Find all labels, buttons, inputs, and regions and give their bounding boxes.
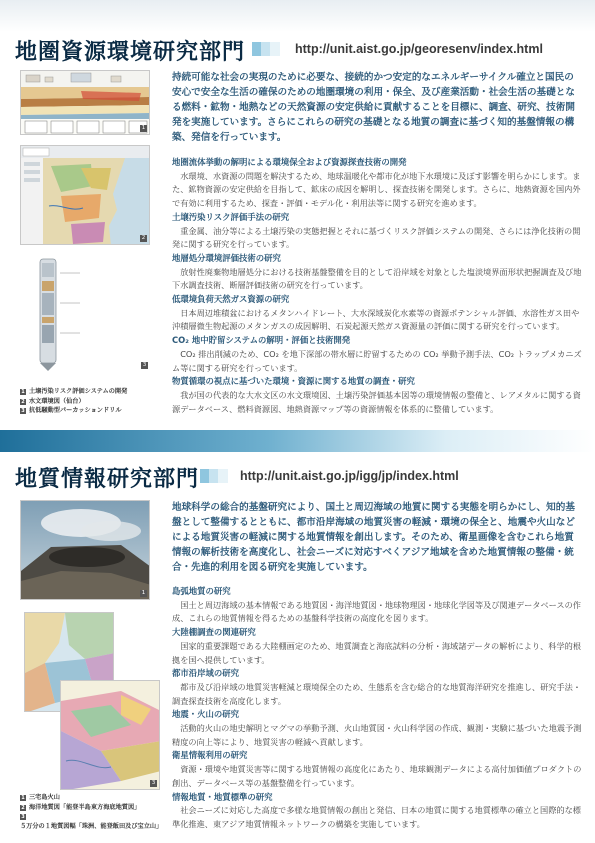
topic-text: 水環境、水資源の問題を解決するため、地球温暖化や都市化が地下水環境に及ぼす影響を明らかにします。また、鉱物資源の安定供給を目指して、鉱床の成因を解明し、探査技術を開発します。さらに、地熱資源を国内外で有効に利用するため、探査・評価・モデル化・利用法等に関する研究を進めます。 xyxy=(172,170,581,209)
section-divider-band xyxy=(0,430,595,452)
topic-heading: 大陸棚調査の関連研究 xyxy=(172,627,256,638)
topic-heading: 地震・火山の研究 xyxy=(172,709,239,720)
section1-title-deco-icon xyxy=(252,42,280,56)
caption-item: 1 三宅島火山 xyxy=(21,794,60,801)
caption-item: 2 海洋地質図「能登半島東方海底地質図」 xyxy=(21,803,141,811)
topic-heading: 物質循環の視点に基づいた環境・資源に関する地質の調査・研究 xyxy=(172,376,415,387)
topic-text: 国土と周辺海域の基本情報である地質図・海洋地質図・地球物理図・地球化学図等及び関連データベースの作成、これらの地質情報を得るための基盤科学技術の高度化を図ります。 xyxy=(172,599,581,624)
section1-lead: 持続可能な社会の実現のために必要な、接続的かつ安定的なエネルギーサイクル確立と国民の安心で安全な生活の確保のための地圏環境の利用・保全、及び産業活動・社会生活の基礎となる燃料・鉱物・地熱などの天然資源の安定供給に貢献することを目標に、調査、研究、技術開発を実施しています。さらにこれらの研究の基礎となる地質の調査に基づく知的基盤情報の構築、発信を行っています。 xyxy=(172,72,575,143)
section2-title: 地質情報研究部門 xyxy=(15,467,200,492)
topic-heading: 地層処分環境評価技術の研究 xyxy=(172,252,281,263)
figure-soil-risk-system xyxy=(20,70,150,135)
topic-text: 日本周辺堆積盆におけるメタンハイドレート、大水深域炭化水素等の資源ポテンシャル評価、水溶性ガス田や沖積層微生物起源のメタンガスの成因解明、石炭起源天然ガス資源量の評価に関する研究を行っています。 xyxy=(172,307,580,332)
volcano-photo xyxy=(21,501,150,600)
section2-title-deco-icon xyxy=(200,469,228,483)
topic-heading: 土壌汚染リスク評価手法の研究 xyxy=(172,211,290,222)
soil-cross-section-diagram xyxy=(21,71,150,135)
figure-percussion-drill xyxy=(20,253,150,371)
section1-url[interactable]: http://unit.aist.go.jp/georesenv/index.html xyxy=(295,42,543,56)
caption-item: 3 抗低騒動型パーカッションドリル xyxy=(21,407,122,414)
topic-text: 重金属、油分等による土壌汚染の実態把握とそれに基づくリスク評価システムの開発、さらには浄化技術の開発に関する研究を行っています。 xyxy=(172,225,581,250)
caption-item: 1 土壌汚染リスク評価システムの開発 xyxy=(21,388,128,395)
topic-heading: 都市沿岸域の研究 xyxy=(172,668,239,679)
topic-text: 社会ニーズに対応した高度で多様な地質情報の創出と発信、日本の地質に関する地質標準の確立と国際的な標準化推進、東アジア地質情報ネットワークの構築を実施しています。 xyxy=(172,805,581,829)
percussion-drill-illustration xyxy=(20,253,150,371)
section1-topics xyxy=(172,156,582,416)
topic-text: 我が国の代表的な大水文区の水文環境図、土壌汚染評価基本図等の環境情報の整備と、レアメタルに関する資源データベース、燃料資源図、地熱資源マップ等の資源情報を体系的に整備しています。 xyxy=(172,389,581,414)
top-banner xyxy=(0,0,595,32)
topic-text: CO₂ 排出削減のため、CO₂ を地下深部の帯水層に貯留するための CO₂ 挙動予測手法、CO₂ トラップメカニズム等に関する研究を行っています。 xyxy=(172,348,582,373)
hydro-environment-map xyxy=(21,146,150,245)
topic-text: 放射性廃棄物地層処分における技術基盤整備を目的として沿岸域を対象とした塩淡境界面形状把握調査及び地下水調査技術、断層評価技術の研究を行っています。 xyxy=(172,266,582,291)
section2-captions xyxy=(20,793,170,831)
topic-text: 国家的重要課題である大陸棚画定のため、地質調査と海底試料の分析・海域諸データの解析により、科学的根拠を国へ提供しています。 xyxy=(172,640,582,665)
figure-hydro-map-sendai xyxy=(20,145,150,245)
figure-number: 1 xyxy=(141,590,146,596)
topic-text: 活動的火山の地史解明とマグマの挙動予測、火山地質図・火山科学図の作成、観測・実験に基づいた地震予測精度の向上等により、地質災害の軽減へ貢献します。 xyxy=(172,723,582,747)
section2-url[interactable]: http://unit.aist.go.jp/igg/jp/index.html xyxy=(240,469,459,483)
figure-number: 3 xyxy=(142,362,147,368)
topic-heading: 地圏流体挙動の解明による環境保全および資源探査技術の開発 xyxy=(172,157,407,167)
topic-heading: 衛星情報利用の研究 xyxy=(172,750,248,761)
figure-number: 1 xyxy=(141,125,146,131)
topic-text: 資源・環境や地質災害等に関する地質情報の高度化にあたり、地球観測データによる高付加価値プロダクトの創出、データベース等の基盤整備を行っています。 xyxy=(172,764,582,788)
section2-lead: 地球科学の総合的基盤研究により、国土と周辺海域の地質に関する実態を明らかにし、知的基盤として整備するとともに、都市沿岸海域の地質災害の軽減・環境の保全と、地震や火山などによる地質災害の軽減に関する地質情報を創出します。そのため、衛星画像を含むこれら地質情報の解析技術を高度化し、社会ニーズに対応すべくアジア地域を含めた地質情報の整備・統合・先進的利用を図る研究を実施しています。 xyxy=(172,502,575,573)
figure-number: 3 xyxy=(151,780,156,786)
caption-item: 3５万分の１地質図幅「珠洲、能登飯田及び宝立山」 xyxy=(20,814,163,830)
caption-item: 2 水文環境図（仙台） xyxy=(21,397,85,405)
topic-text: 都市及び沿岸域の地質災害軽減と環境保全のため、生態系を含む総合的な地質海洋研究を推進し、研究手法・調査探査技術を高度化します。 xyxy=(172,681,582,706)
topic-heading: 低環境負荷天然ガス資源の研究 xyxy=(172,294,290,305)
figure-geological-map-sheet xyxy=(60,680,160,790)
geological-map-sheet xyxy=(61,681,160,790)
topic-heading: 情報地質・地質標準の研究 xyxy=(172,791,273,802)
figure-miyakejima-volcano xyxy=(20,500,150,600)
section1-captions xyxy=(20,387,150,416)
figure-number: 2 xyxy=(141,235,146,241)
topic-heading: CO₂ 地中貯留システムの解明・評価と技術開発 xyxy=(172,335,351,346)
section1-title: 地圏資源環境研究部門 xyxy=(15,40,246,65)
topic-heading: 島弧地質の研究 xyxy=(172,586,231,596)
section2-topics xyxy=(172,585,582,832)
